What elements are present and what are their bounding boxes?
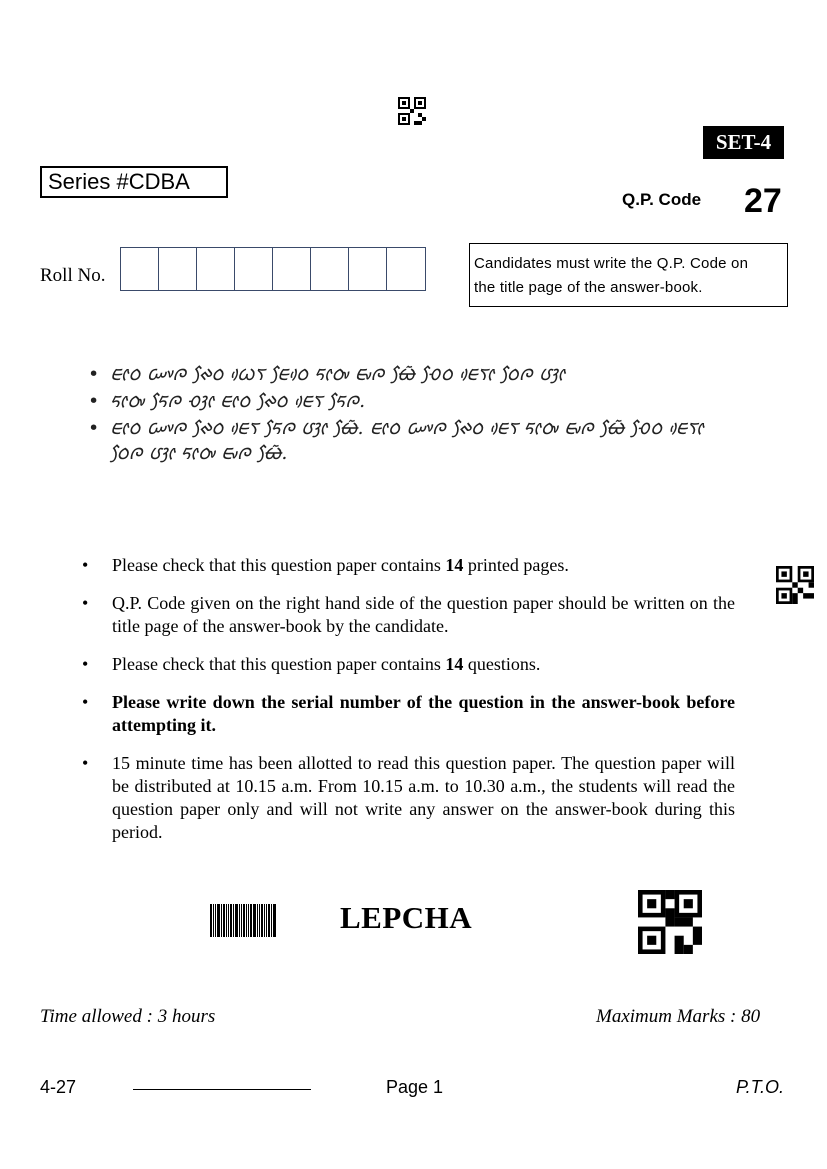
time-allowed: Time allowed : 3 hours [40,1006,216,1027]
instructions-list [82,554,735,859]
lepcha-instruction-item: • ᰁᰦᰓᰤ ᰁᰧᰍ ᰆᰫᰦ ᰀᰦᰓ ᰊᰧᰓ ᰀᰴᰛ ᰁᰧᰍ. [88,389,738,414]
instruction-text: 14 [445,555,464,575]
footer-divider [133,1089,311,1090]
instruction-text: printed pages. [463,555,569,575]
instruction-text: Q.P. Code given on the right hand side of the question paper should be written on the title page of the answer-book by the candidate. [112,593,735,636]
roll-no-digit-box[interactable] [197,248,235,290]
set-badge: SET-4 [703,126,784,159]
roll-no-digit-box[interactable] [273,248,311,290]
barcode-bar [223,904,225,937]
barcode-bar [233,904,234,937]
instruction-text: questions. [463,654,541,674]
qr-code-icon [638,890,702,954]
qr-code-icon [776,566,814,604]
barcode-bar [261,904,263,937]
notice-line-2: the title page of the answer-book. [474,279,703,296]
barcode-bar [266,904,267,937]
footer-page-number: Page 1 [386,1077,444,1097]
footer-pto: P.T.O. [736,1077,785,1097]
instruction-item [82,554,735,577]
barcode-bar [210,904,212,937]
barcode-bar [259,904,260,937]
roll-no-digit-box[interactable] [121,248,159,290]
barcode-bar [253,904,256,937]
roll-no-digit-box[interactable] [235,248,273,290]
barcode-bar [228,904,229,937]
barcode-bar [221,904,222,937]
instruction-text: Please check that this question paper contains [112,555,446,575]
instruction-item [82,691,735,737]
barcode-bar [217,904,220,937]
barcode-bar [257,904,258,937]
lepcha-instruction-item: • ᰀᰦᰓ ᰠᰤᰍ ᰊᰧᰓ ᰃᰴᰛ ᰀᰧᰓᰴ ᰁᰦᰓᰤ ᰀᰤᰍ ᰄᰧᰶ ᰆᰧᰓ ᰀᰴᰛᰦ ᰓᰧᰍ ᰂᰫᰦ [88,362,738,387]
barcode-bar [273,904,276,937]
roll-no-digit-box[interactable] [159,248,197,290]
barcode-bar [239,904,240,937]
subject-title: LEPCHA [340,900,473,935]
instruction-item [82,592,735,638]
lepcha-instruction-item: • ᰀᰦᰓ ᰠᰤᰍ ᰊᰧᰓ ᰀᰴᰛ ᰁᰧᰍ ᰂᰫᰦ ᰄᰧᰶ. ᰀᰦᰓ ᰠᰤᰍ ᰊᰧᰓ ᰀᰴᰛ ᰁᰦᰓᰤ ᰀᰤᰍ ᰄᰧᰶ ᰆᰧᰓ ᰀᰴᰛᰦ ᰓᰧᰍ ᰂᰫᰦ ᰁᰦᰓᰤ ᰀᰤᰍ ᰄᰧᰶ. [88,416,738,466]
instruction-text: Please check that this question paper contains [112,654,446,674]
barcode-bar [213,904,214,937]
roll-no-digit-box[interactable] [349,248,387,290]
barcode-bar [215,904,216,937]
qp-code-label: Q.P. Code [622,190,702,209]
barcode-bar [250,904,252,937]
barcode-bar [248,904,249,937]
barcode-icon [210,904,278,937]
roll-no-digit-box[interactable] [311,248,349,290]
notice-line-1: Candidates must write the Q.P. Code on [474,255,749,272]
barcode-bar [230,904,232,937]
barcode-bar [235,904,238,937]
qr-code-icon [398,97,426,125]
qp-code-value: 27 [744,182,782,220]
instruction-item [82,653,735,676]
roll-no-digit-box[interactable] [387,248,425,290]
barcode-bar [246,904,247,937]
instruction-text: Please write down the serial number of the question in the answer-book before attempting it. [112,692,735,735]
instruction-item [82,752,735,844]
roll-no-label: Roll No. [40,265,106,286]
lepcha-instructions [88,362,738,468]
instruction-text: 14 [445,654,464,674]
barcode-bar [268,904,270,937]
footer-code: 4-27 [40,1077,77,1097]
barcode-bar [243,904,245,937]
qp-code-notice [469,243,788,307]
barcode-bar [226,904,227,937]
barcode-bar [241,904,242,937]
barcode-bar [264,904,265,937]
barcode-bar [271,904,272,937]
maximum-marks: Maximum Marks : 80 [596,1006,761,1027]
instruction-text: 15 minute time has been allotted to read this question paper. The question paper will be distributed at 10.15 a.m. From 10.15 a.m. to 10.30 a.m., the students will read the question paper only and will not write any answer on the answer-book during this period. [112,753,735,842]
roll-no-boxes[interactable] [120,247,426,291]
series-label: Series #CDBA [40,166,228,198]
